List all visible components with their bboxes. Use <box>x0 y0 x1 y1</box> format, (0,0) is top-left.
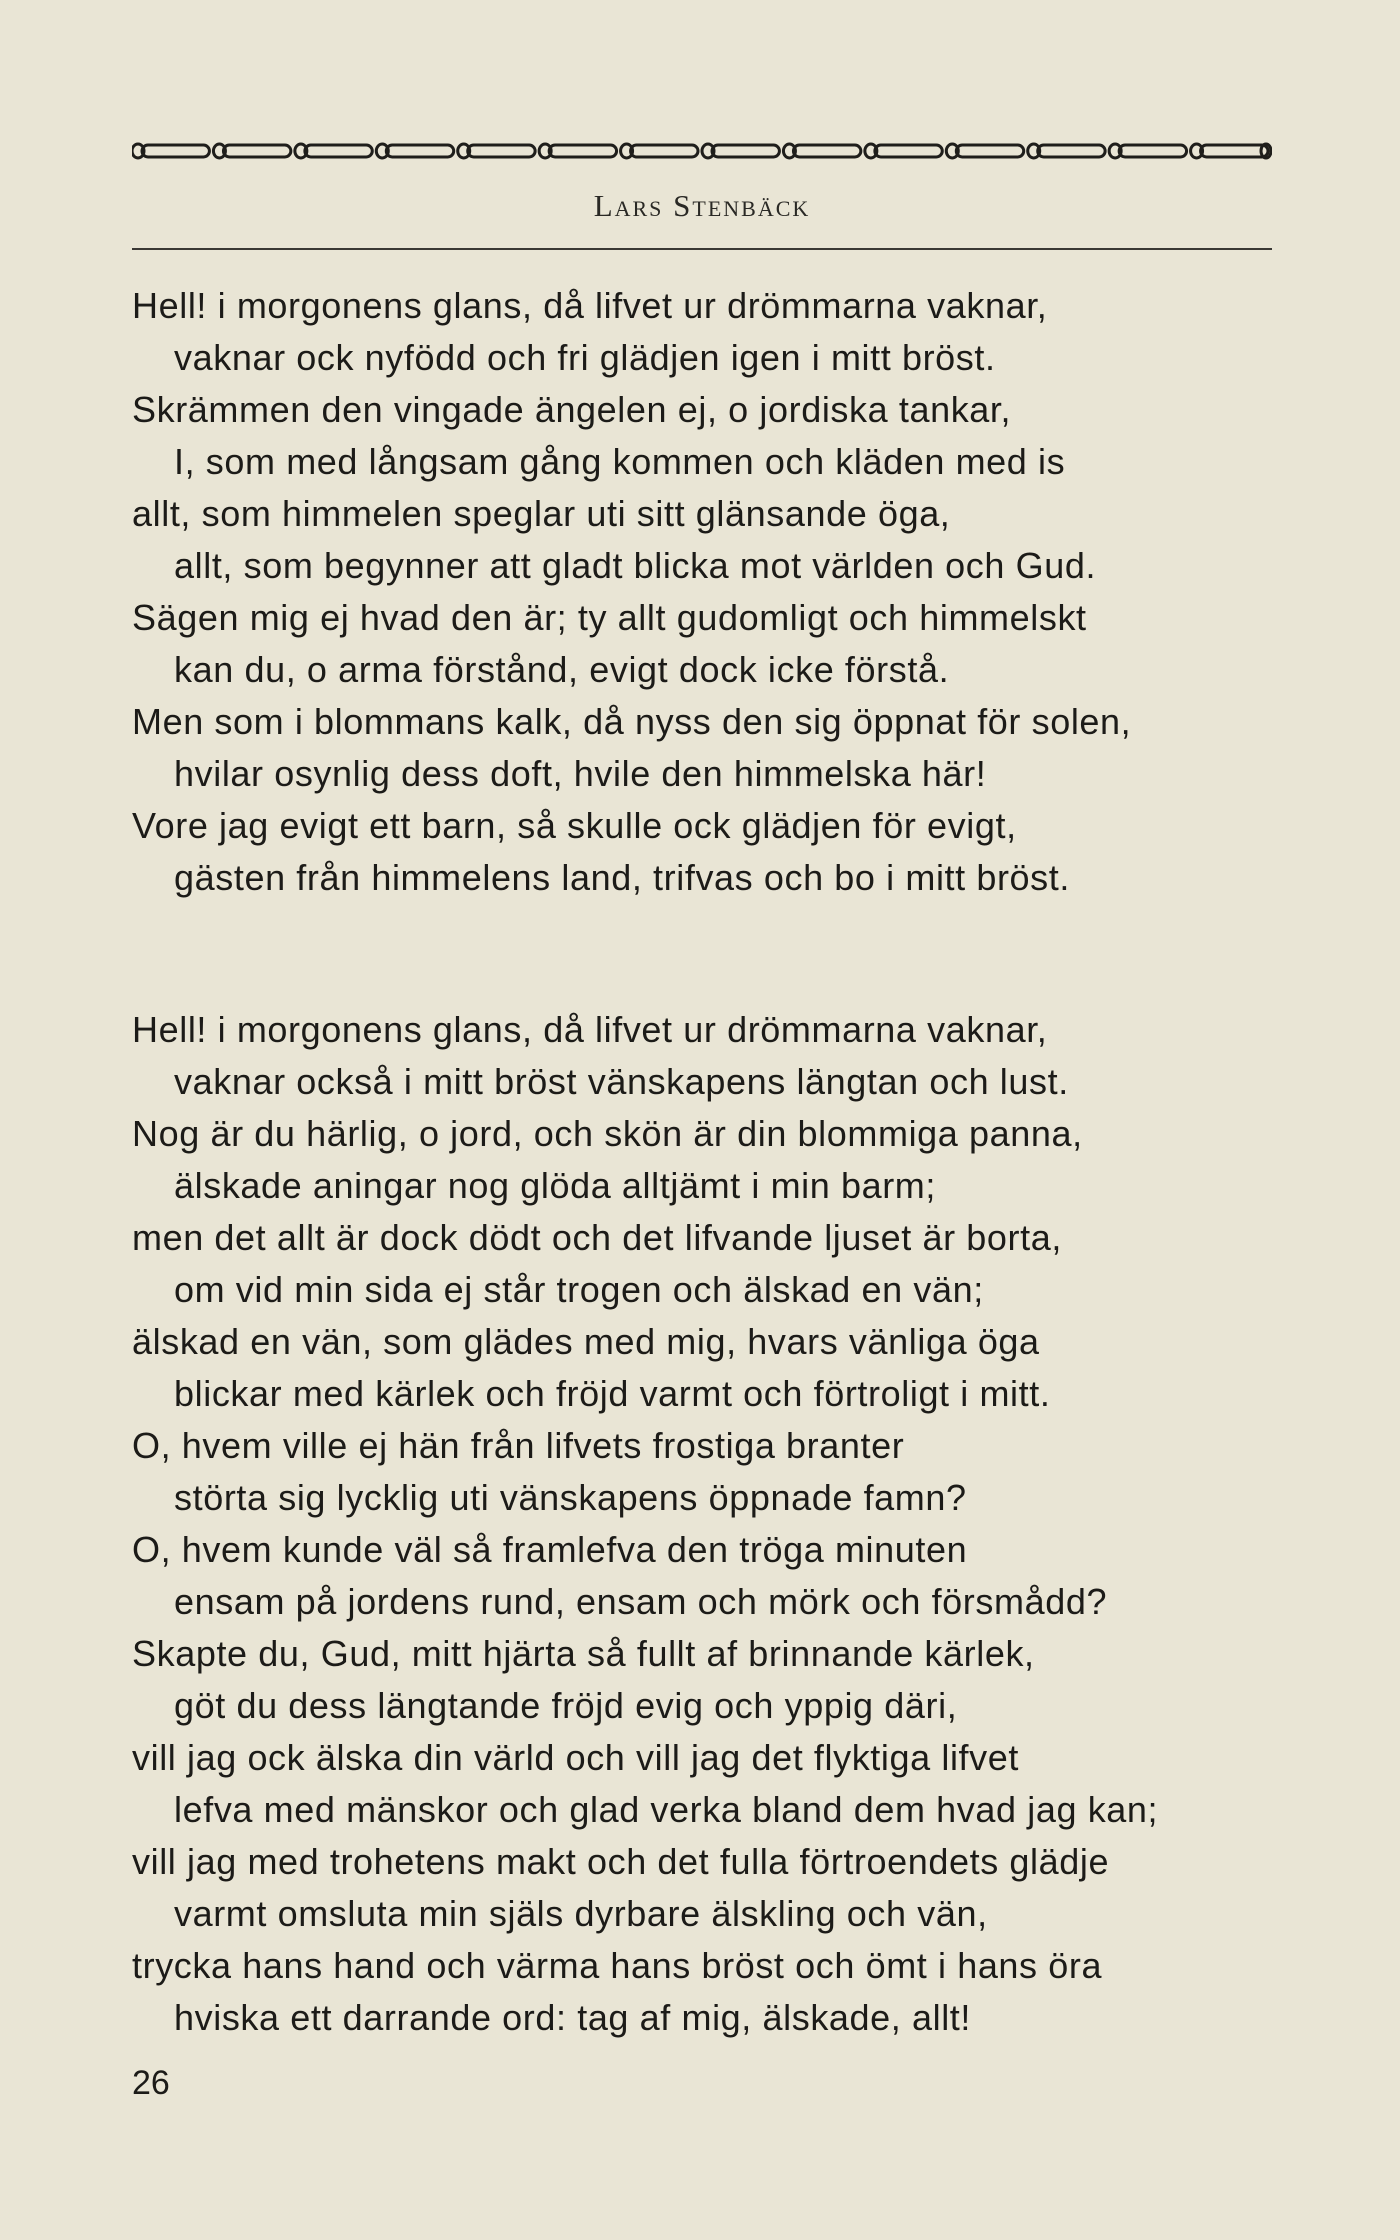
poem-stanza-1 <box>132 280 1282 904</box>
page-number: 26 <box>132 2064 170 2102</box>
verse-line: vill jag med trohetens makt och det fulla förtroendets glädje <box>132 1841 1110 1882</box>
verse-line: Vore jag evigt ett barn, så skulle ock glädjen för evigt, <box>132 805 1017 846</box>
verse-line: trycka hans hand och värma hans bröst och ömt i hans öra <box>132 1945 1103 1986</box>
verse-line: allt, som himmelen speglar uti sitt glänsande öga, <box>132 493 951 534</box>
verse-line: hviska ett darrande ord: tag af mig, älskade, allt! <box>174 1997 972 2038</box>
verse-line: blickar med kärlek och fröjd varmt och förtroligt i mitt. <box>174 1373 1051 1414</box>
decorative-chain-border-icon <box>132 140 1272 162</box>
verse-line: Sägen mig ej hvad den är; ty allt gudomligt och himmelskt <box>132 597 1087 638</box>
verse-line: hvilar osynlig dess doft, hvile den himmelska här! <box>174 753 987 794</box>
verse-line: vaknar också i mitt bröst vänskapens längtan och lust. <box>174 1061 1069 1102</box>
verse-line: om vid min sida ej står trogen och älskad en vän; <box>174 1269 984 1310</box>
verse-line: älskade aningar nog glöda alltjämt i min barm; <box>174 1165 936 1206</box>
verse-line: I, som med långsam gång kommen och kläden med is <box>174 441 1066 482</box>
verse-line: vaknar ock nyfödd och fri glädjen igen i mitt bröst. <box>174 337 996 378</box>
verse-line: kan du, o arma förstånd, evigt dock icke förstå. <box>174 649 950 690</box>
poem-stanza-2 <box>132 1004 1282 2044</box>
verse-line: Nog är du härlig, o jord, och skön är din blommiga panna, <box>132 1113 1083 1154</box>
verse-line: Hell! i morgonens glans, då lifvet ur drömmarna vaknar, <box>132 1009 1048 1050</box>
verse-line: älskad en vän, som glädes med mig, hvars vänliga öga <box>132 1321 1040 1362</box>
verse-line: ensam på jordens rund, ensam och mörk och försmådd? <box>174 1581 1108 1622</box>
verse-line: göt du dess längtande fröjd evig och yppig däri, <box>174 1685 958 1726</box>
verse-line: lefva med mänskor och glad verka bland dem hvad jag kan; <box>174 1789 1159 1830</box>
header-rule <box>132 248 1272 250</box>
verse-line: vill jag ock älska din värld och vill jag det flyktiga lifvet <box>132 1737 1019 1778</box>
verse-line: störta sig lycklig uti vänskapens öppnade famn? <box>174 1477 967 1518</box>
verse-line: Hell! i morgonens glans, då lifvet ur drömmarna vaknar, <box>132 285 1048 326</box>
verse-line: varmt omsluta min själs dyrbare älskling och vän, <box>174 1893 988 1934</box>
verse-line: Men som i blommans kalk, då nyss den sig öppnat för solen, <box>132 701 1132 742</box>
verse-line: men det allt är dock dödt och det lifvande ljuset är borta, <box>132 1217 1062 1258</box>
verse-line: O, hvem kunde väl så framlefva den tröga minuten <box>132 1529 968 1570</box>
verse-line: Skrämmen den vingade ängelen ej, o jordiska tankar, <box>132 389 1012 430</box>
verse-line: Skapte du, Gud, mitt hjärta så fullt af brinnande kärlek, <box>132 1633 1035 1674</box>
running-head: Lars Stenbäck <box>593 188 811 223</box>
verse-line: allt, som begynner att gladt blicka mot världen och Gud. <box>174 545 1097 586</box>
verse-line: O, hvem ville ej hän från lifvets frostiga branter <box>132 1425 905 1466</box>
verse-line: gästen från himmelens land, trifvas och bo i mitt bröst. <box>174 857 1070 898</box>
